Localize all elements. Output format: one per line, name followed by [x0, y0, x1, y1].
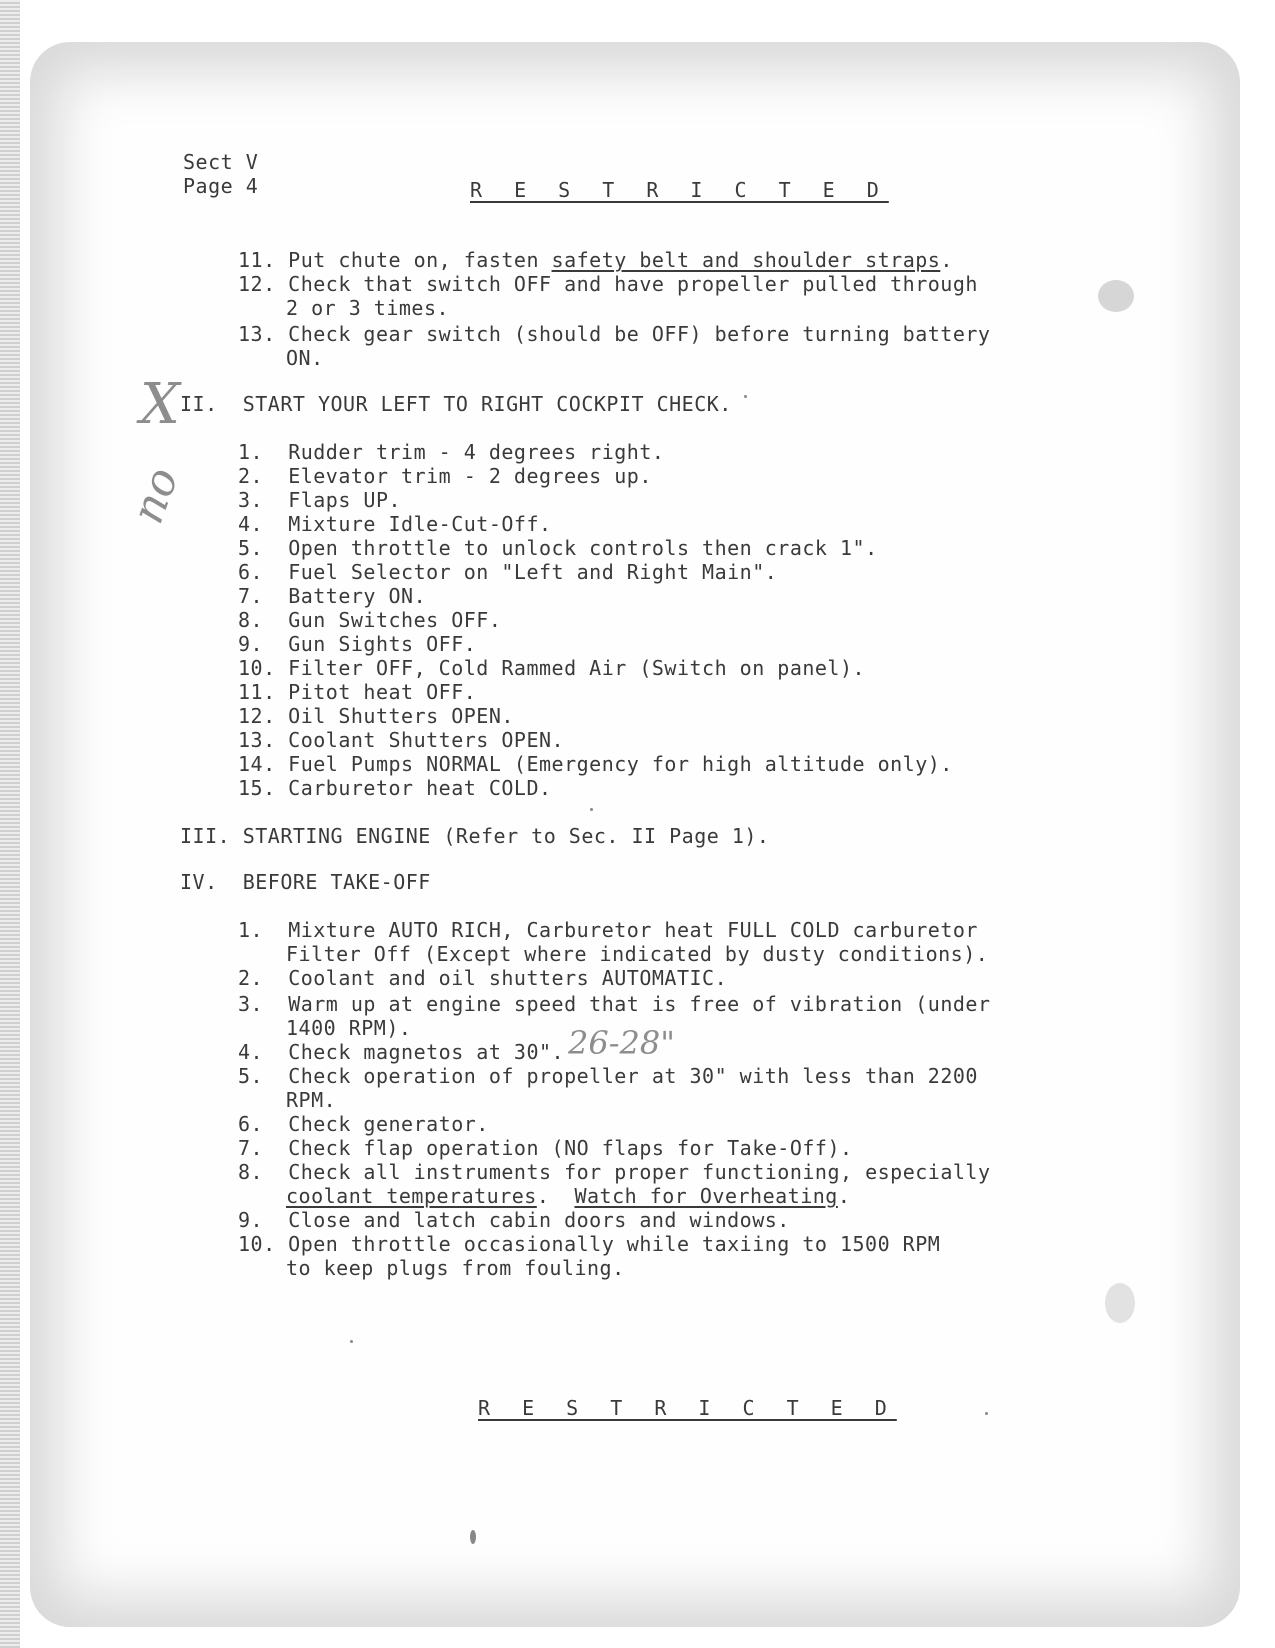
list-item: 15. Carburetor heat COLD.: [238, 776, 552, 800]
list-item: 7. Check flap operation (NO flaps for Take-Off).: [238, 1136, 853, 1160]
section-heading: II. START YOUR LEFT TO RIGHT COCKPIT CHECK.: [180, 392, 732, 416]
list-item: 1. Rudder trim - 4 degrees right.: [238, 440, 665, 464]
scan-speck: [744, 395, 747, 398]
list-item: 12. Check that switch OFF and have propeller pulled through: [238, 272, 978, 296]
punch-hole-bottom: [1105, 1283, 1135, 1323]
list-item: 6. Fuel Selector on "Left and Right Main".: [238, 560, 778, 584]
page-number: Page 4: [183, 174, 259, 198]
list-item-continuation: coolant temperatures. Watch for Overheating.: [286, 1184, 851, 1208]
section-heading: IV. BEFORE TAKE-OFF: [180, 870, 431, 894]
list-item: 13. Coolant Shutters OPEN.: [238, 728, 565, 752]
list-item: 11. Put chute on, fasten safety belt and shoulder straps.: [238, 248, 953, 272]
list-item: 10. Open throttle occasionally while taxiing to 1500 RPM: [238, 1232, 941, 1256]
list-item: 5. Open throttle to unlock controls then crack 1".: [238, 536, 878, 560]
list-item: 10. Filter OFF, Cold Rammed Air (Switch on panel).: [238, 656, 866, 680]
list-item: 13. Check gear switch (should be OFF) before turning battery: [238, 322, 991, 346]
list-item: 8. Gun Switches OFF.: [238, 608, 502, 632]
scan-speck: [590, 808, 593, 811]
scan-speck: [470, 1530, 476, 1544]
list-item: 11. Pitot heat OFF.: [238, 680, 477, 704]
list-item: 2. Coolant and oil shutters AUTOMATIC.: [238, 966, 728, 990]
list-item-continuation: 1400 RPM).: [286, 1016, 412, 1040]
section-heading: III. STARTING ENGINE (Refer to Sec. II Page 1).: [180, 824, 770, 848]
list-item-continuation: to keep plugs from fouling.: [286, 1256, 625, 1280]
list-item: 2. Elevator trim - 2 degrees up.: [238, 464, 652, 488]
list-item-continuation: Filter Off (Except where indicated by dusty conditions).: [286, 942, 989, 966]
handwritten-x-mark: X: [140, 372, 180, 437]
scan-speck: [985, 1412, 988, 1415]
section-label: Sect V: [183, 150, 259, 174]
header-restricted: R E S T R I C T E D: [470, 178, 889, 202]
list-item: 12. Oil Shutters OPEN.: [238, 704, 514, 728]
list-item-continuation: ON.: [286, 346, 324, 370]
list-item-continuation: RPM.: [286, 1088, 337, 1112]
scan-speck: [350, 1340, 353, 1343]
footer-restricted: R E S T R I C T E D: [478, 1396, 897, 1420]
list-item-continuation: 2 or 3 times.: [286, 296, 450, 320]
handwritten-magneto-note: 26-28": [568, 1024, 675, 1062]
list-item: 8. Check all instruments for proper functioning, especially: [238, 1160, 991, 1184]
handwritten-margin-note: no: [122, 461, 189, 530]
list-item: 7. Battery ON.: [238, 584, 427, 608]
list-item: 5. Check operation of propeller at 30" with less than 2200: [238, 1064, 978, 1088]
list-item: 1. Mixture AUTO RICH, Carburetor heat FULL COLD carburetor: [238, 918, 978, 942]
list-item: 6. Check generator.: [238, 1112, 489, 1136]
scan-edge: [0, 0, 20, 1648]
list-item: 4. Mixture Idle-Cut-Off.: [238, 512, 552, 536]
list-item: 14. Fuel Pumps NORMAL (Emergency for high altitude only).: [238, 752, 953, 776]
list-item: 3. Flaps UP.: [238, 488, 402, 512]
list-item: 4. Check magnetos at 30".: [238, 1040, 565, 1064]
list-item: 9. Close and latch cabin doors and windows.: [238, 1208, 790, 1232]
list-item: 9. Gun Sights OFF.: [238, 632, 477, 656]
list-item: 3. Warm up at engine speed that is free of vibration (under: [238, 992, 991, 1016]
punch-hole-top: [1098, 280, 1134, 312]
